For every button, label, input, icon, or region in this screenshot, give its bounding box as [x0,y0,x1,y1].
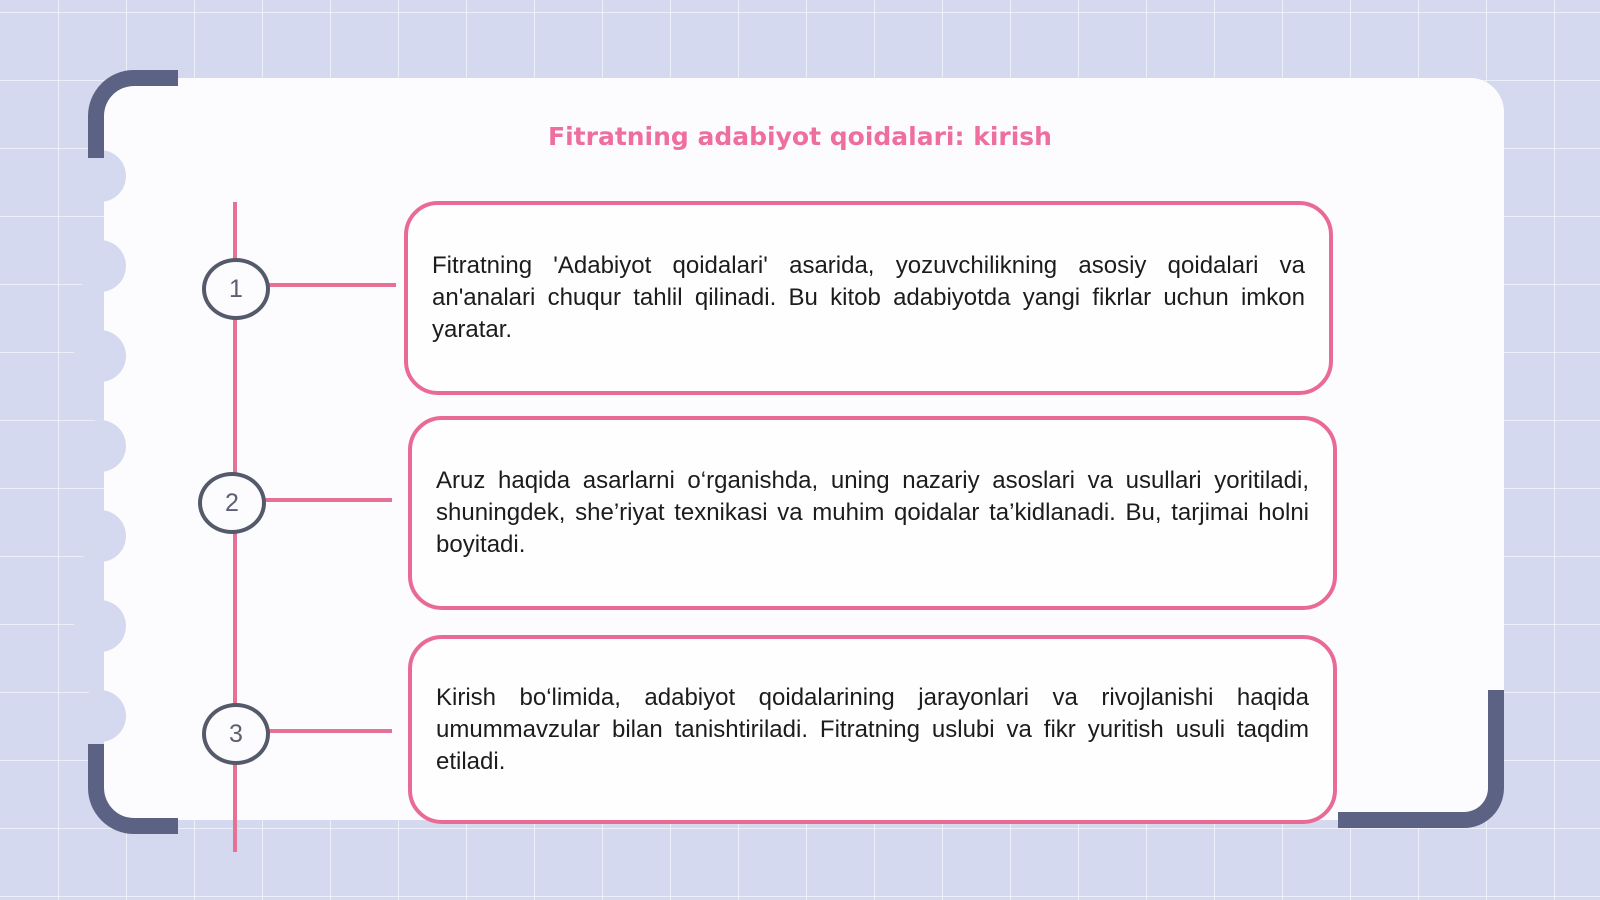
card-text: Aruz haqida asarlarni o‘rganishda, uning nazariy asoslari va usullari yoritiladi, shuningdek, she’riyat texnikasi va muhim qoidalar ta’kidlanadi. Bu, tarjimai holni boyitadi. [436,467,1309,558]
binder-hole [74,510,126,562]
slide-title: Fitratning adabiyot qoidalari: kirish [548,122,1052,151]
binder-hole [74,600,126,652]
card-text: Kirish bo‘limida, adabiyot qoidalarining jarayonlari va rivojlanishi haqida umummavzular bilan tanishtiriladi. Fitratning uslubi va fikr yuritish usuli taqdim etiladi. [436,683,1309,775]
binder-hole [74,240,126,292]
corner-bracket-bottom-right [1338,690,1504,828]
content-card [408,416,1337,610]
step-number-circle: 1 [202,258,270,320]
step-number-circle: 2 [198,472,266,534]
binder-hole [74,420,126,472]
timeline-connector [266,283,396,287]
corner-bracket-bottom-left [88,744,178,834]
card-text: Fitratning 'Adabiyot qoidalari' asarida, yozuvchilikning asosiy qoidalari va an'analari chuqur tahlil qilinadi. Bu kitob adabiyotda yangi fikrlar uchun imkon yaratar. [432,252,1305,343]
content-card [408,635,1337,824]
timeline-connector [266,729,392,733]
binder-hole [74,330,126,382]
content-card [404,201,1333,395]
timeline-connector [262,498,392,502]
step-number-circle: 3 [202,703,270,765]
binder-hole [74,690,126,742]
